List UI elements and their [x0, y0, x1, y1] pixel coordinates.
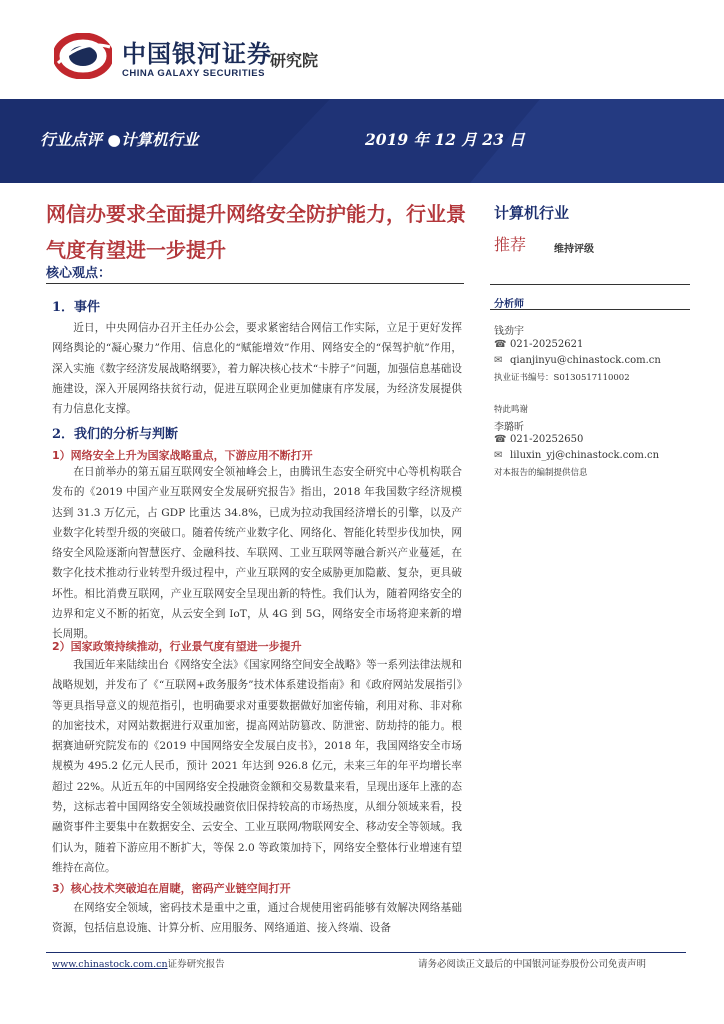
subsection-1-paragraph: 在日前举办的第五届互联网安全领袖峰会上，由腾讯生态安全研究中心等机构联合发布的《2019 中国产业互联网安全发展研究报告》指出，2018 年我国数字经济规模达到 31.3 万亿元，占 GDP 比重达 34.8%，已成为拉动我国经济增长的引擎，以及产业数字化转型升级的突破口。随着传统产业数字化、网络化、智能化转型步伐加快，网络安全风险逐渐向智慧医疗、金融科技、车联网、工业互联网等融合新兴产业蔓延，在数字化技术推动行业转型升级过程中，产业互联网的安全威胁更加隐蔽、复杂，更具破坏性。相比消费互联网，产业互联网安全呈现出新的特性。我们认为，随着网络安全的边界和定义不断的拓宽，从云安全到 IoT，从 4G 到 5G，网络安全市场将迎来新的增长周期。	[52, 466, 462, 641]
subsection-2-paragraph: 我国近年来陆续出台《网络安全法》《国家网络空间安全战略》等一系列法律法规和战略规划，并发布了《“互联网+政务服务”技术体系建设指南》和《政府网站发展指引》等更具指导意义的规范指引，也明确要求对重要数据做好加密传输，利用对称、非对称的加密技术，对网站数据进行双重加密，提高网站防篡改、防泄密、防劫持的能力。根据赛迪研究院发布的《2019 中国网络安全发展白皮书》，2018 年，我国网络安全市场规模为 495.2 亿元人民币，预计 2021 年达到 926.8 亿元，未来三年的年平均增长率超过 22%。从近五年的中国网络安全投融资金额和交易数量来看，呈现出逐年上涨的态势，这标志着中国网络安全领域投融资依旧保持较高的市场热度，从细分领域来看，投融资事件主要集中在数据安全、云安全、工业互联网/物联网安全、移动安全等领域。我们认为，随着下游应用不断扩大，等保 2.0 等政策加持下，网络安全整体行业增速有望维持在高位。	[52, 659, 462, 874]
subsection-3-title: 3）核心技术突破迫在眉睫，密码产业链空间打开	[52, 882, 291, 895]
galaxy-logo-icon	[54, 33, 112, 79]
report-title: 网信办要求全面提升网络安全防护能力，行业景气度有望进一步提升	[46, 202, 466, 262]
phone-icon: ☎	[494, 434, 507, 445]
website-link[interactable]: www.chinastock.com.cn	[52, 959, 168, 970]
analyst-2-phone	[494, 434, 583, 445]
analyst-section-label: 分析师	[494, 299, 524, 310]
brand-name-en: CHINA GALAXY SECURITIES	[122, 68, 265, 79]
email-icon: ✉	[494, 450, 503, 461]
institute-label: 研究院	[270, 51, 319, 70]
subsection-1-title: 1）网络安全上升为国家战略重点，下游应用不断打开	[52, 449, 313, 462]
sidebar-divider	[490, 309, 690, 310]
analyst-1-name: 钱劲宇	[494, 326, 524, 337]
brand-name-cn: 中国银河证券	[122, 40, 272, 68]
analyst-1-email	[494, 355, 661, 366]
analyst-2-phone-number: 021-20252650	[510, 434, 584, 445]
subsection-2-title: 2）国家政策持续推动，行业景气度有望进一步提升	[52, 640, 302, 653]
analyst-2-email	[494, 450, 659, 461]
email-icon: ✉	[494, 355, 503, 366]
section-1-paragraph: 近日，中央网信办召开主任办公会，要求紧密结合网信工作实际，立足于更好发挥网络舆论的“凝心聚力”作用、信息化的“赋能增效”作用、网络安全的“保驾护航”作用，深入实施《数字经济发展战略纲要》，着力解决核心技术“卡脖子”问题，加强信息基础设施建设，深入开展网络扶贫行动，促进互联网企业更加健康有序发展，为经济发展提供有力信息化支撑。	[52, 322, 462, 416]
report-type: 行业点评	[40, 130, 103, 149]
report-industry: 计算机行业	[120, 130, 199, 149]
sidebar-industry: 计算机行业	[494, 204, 570, 222]
sidebar-divider	[490, 284, 690, 285]
thanks-label: 特此鸣谢	[494, 405, 529, 415]
phone-icon: ☎	[494, 339, 507, 350]
analyst-2-email-address[interactable]: liluxin_yj@chinastock.com.cn	[510, 450, 660, 461]
analyst-1-phone-number: 021-20252621	[510, 339, 584, 350]
section-2-title: 2．我们的分析与判断	[52, 427, 179, 442]
rating-label: 推荐	[494, 235, 527, 254]
analyst-2-note: 对本报告的编制提供信息	[494, 468, 588, 478]
footer-disclaimer: 请务必阅读正文最后的中国银河证券股份公司免责声明	[418, 959, 647, 970]
core-view-label: 核心观点：	[46, 266, 112, 281]
bullet-icon: ●	[107, 130, 121, 149]
report-date: 2019 年 12 月 23 日	[365, 130, 525, 149]
analyst-1-cert: 执业证书编号：S0130517110002	[494, 373, 630, 383]
subsection-3-paragraph: 在网络安全领域，密码技术是重中之重，通过合规使用密码能够有效解决网络基础资源，包括信息设施、计算分析、应用服务、网络通道、接入终端、设备	[52, 902, 462, 935]
analyst-1-phone	[494, 339, 583, 350]
divider	[46, 283, 464, 284]
footer-left-suffix: 证券研究报告	[167, 959, 225, 970]
analyst-2-name: 李璐昕	[494, 422, 524, 433]
analyst-1-email-address[interactable]: qianjinyu@chinastock.com.cn	[510, 355, 661, 366]
footer-left	[52, 956, 225, 970]
footer-divider	[46, 952, 686, 953]
rating-action: 维持评级	[554, 244, 594, 255]
report-category	[40, 128, 198, 150]
section-1-title: 1．事件	[52, 300, 101, 315]
